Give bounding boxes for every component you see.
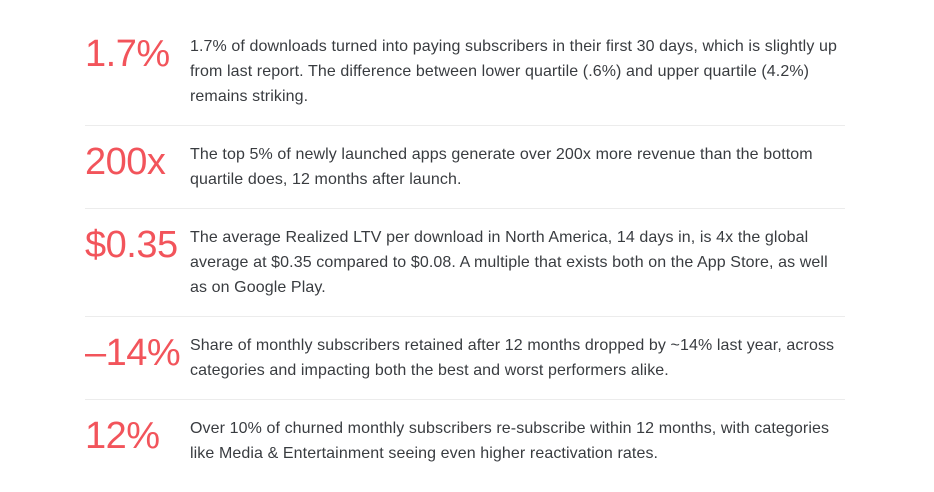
stat-value: –14% [85, 332, 181, 374]
stat-value: 12% [85, 415, 160, 457]
stat-value: 200x [85, 141, 166, 183]
stat-description: 1.7% of downloads turned into paying subscribers in their first 30 days, which is slightly up from last report. The difference between lower quartile (.6%) and upper quartile (4.2%) remains striking. [190, 38, 837, 105]
stat-value: 1.7% [85, 33, 170, 75]
stat-description: Over 10% of churned monthly subscribers re-subscribe within 12 months, with categories like Media & Entertainment seeing even higher reactivation rates. [190, 420, 830, 462]
stat-value: $0.35 [85, 224, 178, 266]
stat-description: The average Realized LTV per download in North America, 14 days in, is 4x the global average at $0.35 compared to $0.08. A multiple that exists both on the App Store, as well as on Google Play. [190, 229, 828, 296]
stat-row [85, 317, 845, 400]
stat-row [85, 126, 845, 209]
stat-description: The top 5% of newly launched apps generate over 200x more revenue than the bottom quartile does, 12 months after launch. [190, 146, 813, 188]
stat-row [85, 18, 845, 126]
stat-description: Share of monthly subscribers retained after 12 months dropped by ~14% last year, across categories and impacting both the best and worst performers alike. [190, 337, 835, 379]
stat-row [85, 400, 845, 482]
stat-row [85, 209, 845, 317]
